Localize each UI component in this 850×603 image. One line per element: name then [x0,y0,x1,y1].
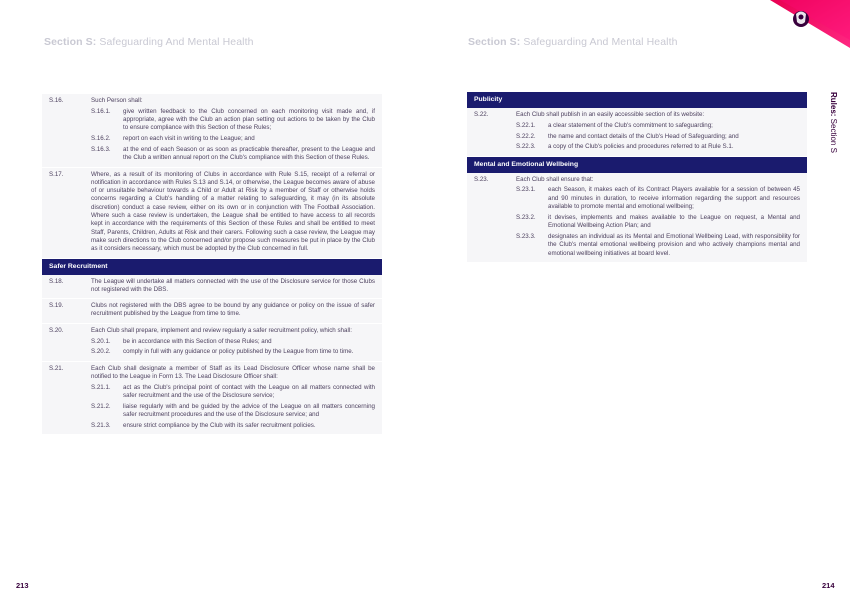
sub-rule-number: S.22.2. [516,132,536,140]
sub-rule [91,146,375,163]
sub-rule [91,338,375,346]
rule-s22 [467,108,807,157]
sub-rule-number: S.21.3. [91,421,111,429]
rule-number: S.20. [49,326,64,334]
sub-rule-number: S.20.1. [91,337,111,345]
header-bold: Section S: [468,36,521,48]
rule-s19 [42,299,382,324]
rule-s21 [42,362,382,436]
sub-rule [516,122,800,130]
sub-rule-text: be in accordance with this Section of these Rules; and [123,337,272,345]
rule-s17 [42,168,382,259]
sub-rule [91,348,375,356]
sub-rule-text: designates an individual as its Mental and Emotional Wellbeing Lead, with responsibility for the Club's mental emotional wellbeing provision and who actively champions mental and emotional wellbeing initiatives at board level. [548,232,800,257]
page-number-right: 214 [822,581,835,590]
side-label-rest: Section S [829,116,838,153]
sub-rule-number: S.22.1. [516,121,536,129]
sub-rule-number: S.23.3. [516,232,536,240]
sub-rule-number: S.20.2. [91,348,111,356]
rule-text: Clubs not registered with the DBS agree to be bound by any guidance or policy on the issue of safer recruitment published by the League from time to time. [91,302,375,318]
sub-rule-text: a clear statement of the Club's commitment to safeguarding; [548,121,713,129]
rule-number: S.19. [49,302,64,310]
sub-rule-number: S.16.1. [91,107,111,115]
header-bold: Section S: [44,36,97,48]
sub-rule [91,108,375,133]
rule-text: Each Club shall prepare, implement and review regularly a safer recruitment policy, which shall: [91,326,352,334]
sub-rule-text: a copy of the Club's policies and procedures referred to at Rule S.1. [548,143,734,151]
side-label-bold: Rules: [829,92,838,117]
rule-s18 [42,275,382,300]
rule-number: S.17. [49,170,64,178]
rule-s23 [467,173,807,263]
rule-number: S.21. [49,364,64,372]
sub-rule-number: S.21.2. [91,402,111,410]
premier-league-lion-icon [770,0,850,48]
rule-number: S.23. [474,175,489,183]
sub-rule-text: the name and contact details of the Club's Head of Safeguarding; and [548,132,739,140]
sub-rule-text: liaise regularly with and be guided by the advice of the League on all matters concerning safer recruitment procedures and the use of the Disclosure service; and [123,402,375,419]
sub-rule [516,233,800,258]
section-heading-mental-wellbeing: Mental and Emotional Wellbeing [467,157,807,173]
rule-number: S.22. [474,111,489,118]
page-number-left: 213 [16,581,29,590]
rule-s20 [42,324,382,362]
sub-rule [516,143,800,151]
rule-number: S.18. [49,277,64,285]
rule-text: The League will undertake all matters connected with the use of the Disclosure service for those Clubs not registered with the DBS. [91,277,375,293]
section-heading-publicity: Publicity [467,92,807,108]
sub-rule-text: report on each visit in writing to the League; and [123,135,255,143]
page-header-left [44,36,254,48]
section-heading-safer-recruitment: Safer Recruitment [42,259,382,275]
sub-rule-text: each Season, it makes each of its Contract Players available for a session of between 45 and 90 minutes in duration, to receive information regarding the support and resources available to promote mental and emotional wellbeing; [548,186,800,211]
rule-text: Where, as a result of its monitoring of Clubs in accordance with Rule S.15, receipt of a referral or notification in accordance with Rules S.13 and S.14, or otherwise, the League becomes aware of abuse of or unsuitable behaviour towards a Child or Adult at Risk by a member of Staff or otherwise holds concerns regarding a Club's handling of a matter relating to safeguarding, it may (in its absolute discretion) conduct a case review, either on its own or in conjunction with The Football Association. Where such a case review is undertaken, the League shall be entitled to have access to all records kept in accordance with the requirements of this Section of these Rules and shall be entitled to meet Staff, Parents, Children, Adults at Risk and their carers. Following such a case review, the League may make such directions to the Club concerned and/or propose such measures be put in place by the Club as it considers necessary, which must be adopted by the Club concerned in full. [91,170,375,253]
sub-rule-number: S.23.1. [516,186,536,194]
sub-rule-number: S.22.3. [516,143,536,151]
sub-rule-text: comply in full with any guidance or policy published by the League from time to time. [123,348,354,356]
sub-rule-text: at the end of each Season or as soon as practicable thereafter, present to the League and the Club a written annual report on the Club's compliance with this Section of these Rules. [123,145,375,162]
header-rest: Safeguarding And Mental Health [520,36,678,48]
sub-rule [516,133,800,141]
side-section-label [829,92,838,153]
sub-rule [91,422,375,430]
sub-rule [516,214,800,231]
rule-text: Each Club shall publish in an easily accessible section of its website: [516,111,705,118]
sub-rule [516,186,800,211]
page-header-right [468,36,678,48]
sub-rule-number: S.23.2. [516,213,536,221]
right-column [467,92,807,263]
sub-rule-text: it devises, implements and makes available to the League on request, a Mental and Emotional Wellbeing Action Plan; and [548,213,800,230]
sub-rule [91,135,375,143]
rule-s16 [42,94,382,168]
sub-rule-number: S.16.3. [91,145,111,153]
sub-rule-number: S.21.1. [91,383,111,391]
sub-rule [91,403,375,420]
left-column [42,94,382,435]
sub-rule-text: ensure strict compliance by the Club with its safer recruitment policies. [123,421,316,429]
rule-number: S.16. [49,97,64,104]
sub-rule-text: act as the Club's principal point of contact with the League on all matters connected with safer recruitment and the use of the Disclosure service; [123,383,375,400]
sub-rule-number: S.16.2. [91,135,111,143]
sub-rule-text: give written feedback to the Club concerned on each monitoring visit made and, if appropriate, agree with the Club an action plan setting out actions to be taken by the Club to ensure compliance with this Section of these Rules; [123,107,375,132]
header-rest: Safeguarding And Mental Health [96,36,254,48]
sub-rule [91,384,375,401]
rule-text: Each Club shall designate a member of Staff as its Lead Disclosure Officer whose name shall be notified to the League in Form 13. The Lead Disclosure Officer shall: [91,364,375,380]
rule-text: Such Person shall: [91,97,143,104]
rule-text: Each Club shall ensure that: [516,175,594,183]
